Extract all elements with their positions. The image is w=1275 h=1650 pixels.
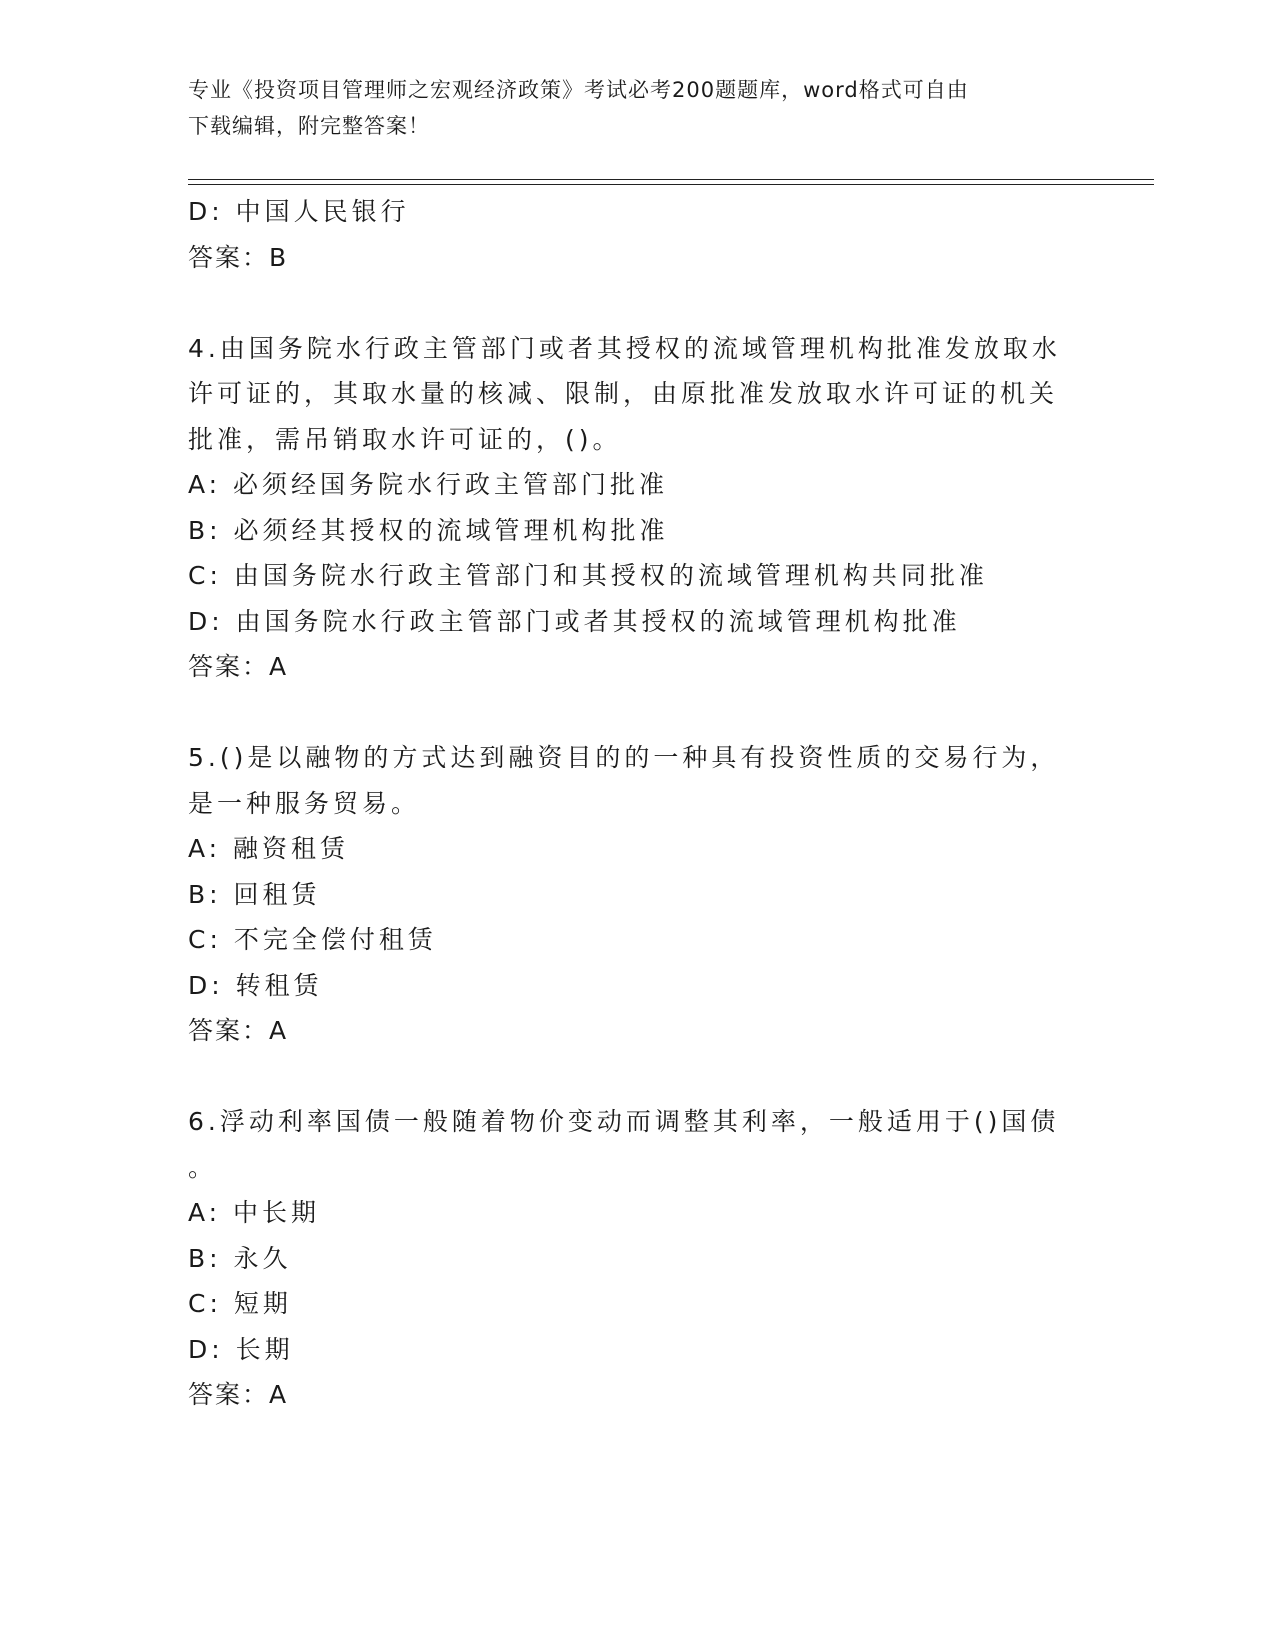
option-c: C: 不完全偿付租赁 bbox=[188, 925, 437, 954]
stem-line: 批准，需吊销取水许可证的，()。 bbox=[188, 424, 622, 454]
answer-line: 答案：B bbox=[188, 242, 289, 272]
option-d: D: 中国人民银行 bbox=[188, 197, 410, 226]
option-b: B: 回租赁 bbox=[188, 879, 321, 909]
option-a: A: 必须经国务院水行政主管部门批准 bbox=[188, 470, 669, 499]
header-line-1: 专业《投资项目管理师之宏观经济政策》考试必考200题题库，word格式可自由 bbox=[188, 78, 969, 102]
option-b: B: 永久 bbox=[188, 1243, 292, 1273]
header-divider-top bbox=[188, 179, 1154, 180]
spacer bbox=[188, 280, 1088, 326]
header-line-2: 下载编辑，附完整答案！ bbox=[188, 114, 430, 138]
question-6 bbox=[188, 1099, 1088, 1418]
option-d: D: 由国务院水行政主管部门或者其授权的流域管理机构批准 bbox=[188, 606, 961, 636]
option-a: A: 中长期 bbox=[188, 1198, 321, 1227]
answer-line: 答案：A bbox=[188, 1380, 289, 1409]
stem-line: 许可证的，其取水量的核减、限制，由原批准发放取水许可证的机关 bbox=[188, 379, 1059, 408]
header-divider-bottom bbox=[188, 184, 1154, 185]
question-4 bbox=[188, 326, 1088, 690]
option-c: C: 由国务院水行政主管部门和其授权的流域管理机构共同批准 bbox=[188, 561, 988, 590]
question-5 bbox=[188, 735, 1088, 1054]
previous-question-tail bbox=[188, 189, 1088, 280]
option-c: C: 短期 bbox=[188, 1289, 292, 1318]
option-d: D: 长期 bbox=[188, 1334, 294, 1364]
document-header bbox=[188, 72, 1078, 144]
stem-line: 。 bbox=[188, 1152, 218, 1182]
stem-line: 5.()是以融物的方式达到融资目的的一种具有投资性质的交易行为， bbox=[188, 743, 1060, 772]
stem-line: 6.浮动利率国债一般随着物价变动而调整其利率，一般适用于()国债 bbox=[188, 1107, 1060, 1136]
spacer bbox=[188, 690, 1088, 736]
answer-line: 答案：A bbox=[188, 652, 289, 681]
option-d: D: 转租赁 bbox=[188, 970, 323, 1000]
stem-line: 4.由国务院水行政主管部门或者其授权的流域管理机构批准发放取水 bbox=[188, 333, 1061, 363]
question-stem bbox=[188, 326, 1088, 463]
question-content bbox=[188, 189, 1088, 1418]
stem-line: 是一种服务贸易。 bbox=[188, 788, 421, 818]
spacer bbox=[188, 1054, 1088, 1100]
question-stem bbox=[188, 735, 1088, 826]
option-b: B: 必须经其授权的流域管理机构批准 bbox=[188, 515, 669, 545]
option-a: A: 融资租赁 bbox=[188, 834, 350, 863]
answer-line: 答案：A bbox=[188, 1016, 289, 1045]
question-stem bbox=[188, 1099, 1088, 1190]
